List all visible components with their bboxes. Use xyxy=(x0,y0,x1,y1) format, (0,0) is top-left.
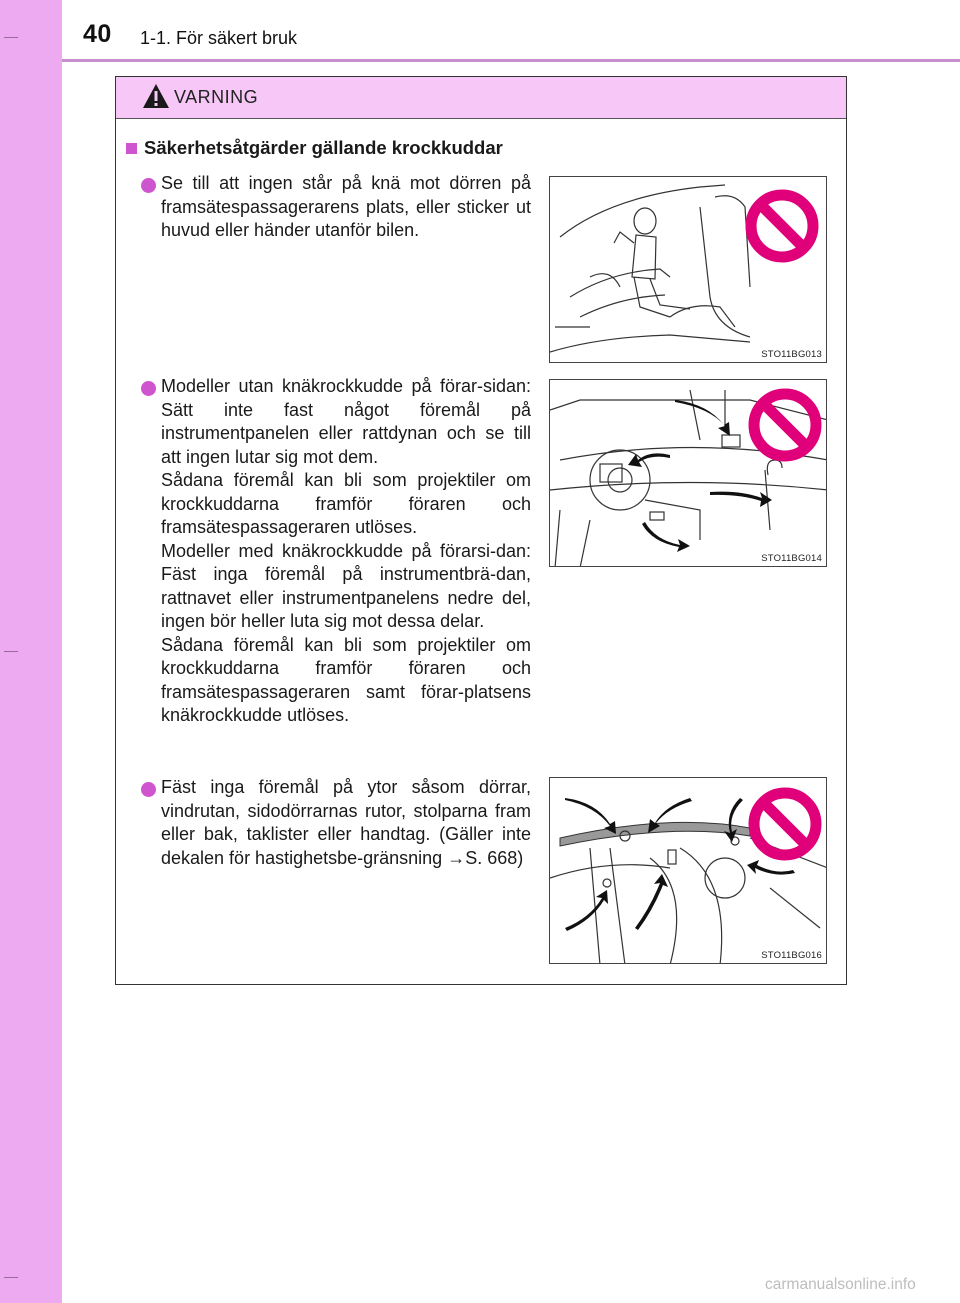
section-heading xyxy=(126,137,503,159)
section-heading-text: Säkerhetsåtgärder gällande krockkuddar xyxy=(144,137,503,158)
figure-code: STO11BG013 xyxy=(761,349,822,360)
square-bullet-icon xyxy=(126,143,137,154)
paragraph: Modeller med knäkrockkudde på förarsi-dan: Fäst inga föremål på instrumentbrä-dan, rattnavet eller instrumentpanelens nedre del, ingen bör heller luta sig mot dessa delar. xyxy=(161,540,531,631)
bullet-text-1 xyxy=(161,172,531,243)
bullet-text-3 xyxy=(161,776,531,870)
crop-mark xyxy=(4,651,18,652)
prohibition-icon xyxy=(745,385,825,465)
warning-box xyxy=(115,76,847,985)
paragraph: Modeller utan knäkrockkudde på förar-sidan: Sätt inte fast något föremål på instrumentpanelen eller rattdynan och se till att ingen lutar sig mot dem. xyxy=(161,376,531,467)
prohibition-icon xyxy=(745,784,825,864)
warning-label: VARNING xyxy=(174,87,259,107)
bullet-text-2 xyxy=(161,375,531,728)
paragraph: Se till att ingen står på knä mot dörren på framsätespassagerarens plats, eller sticker ut huvud eller händer utanför bilen. xyxy=(161,173,531,240)
section-title: 1-1. För säkert bruk xyxy=(140,28,298,48)
bullet-icon xyxy=(141,178,156,193)
paragraph: Fäst inga föremål på ytor såsom dörrar, vindrutan, sidodörrarnas rutor, stolparna fram eller bak, taklister eller handtag. (Gäller inte dekalen för hastighetsbe-gränsning →S. 668) xyxy=(161,777,531,868)
figure-code: STO11BG014 xyxy=(761,553,822,564)
paragraph: Sådana föremål kan bli som projektiler om krockkuddarna framför föraren och framsätespassageraren samt förar-platsens knäkrockkudde utlöses. xyxy=(161,634,531,725)
bullet-icon xyxy=(141,381,156,396)
warning-header xyxy=(116,77,846,119)
header-divider xyxy=(62,59,960,62)
figure-interior-surfaces xyxy=(549,777,827,964)
prohibition-icon xyxy=(742,186,822,266)
figure-dashboard-objects xyxy=(549,379,827,567)
figure-code: STO11BG016 xyxy=(761,950,822,961)
page-number: 40 xyxy=(83,20,112,48)
watermark: carmanualsonline.info xyxy=(765,1276,916,1293)
bullet-icon xyxy=(141,782,156,797)
figure-kneeling-passenger xyxy=(549,176,827,363)
warning-triangle-icon xyxy=(142,83,170,109)
paragraph: Sådana föremål kan bli som projektiler om krockkuddarna framför föraren och framsätespassageraren utlöses. xyxy=(161,470,531,537)
crop-mark xyxy=(4,37,18,38)
crop-mark xyxy=(4,1277,18,1278)
